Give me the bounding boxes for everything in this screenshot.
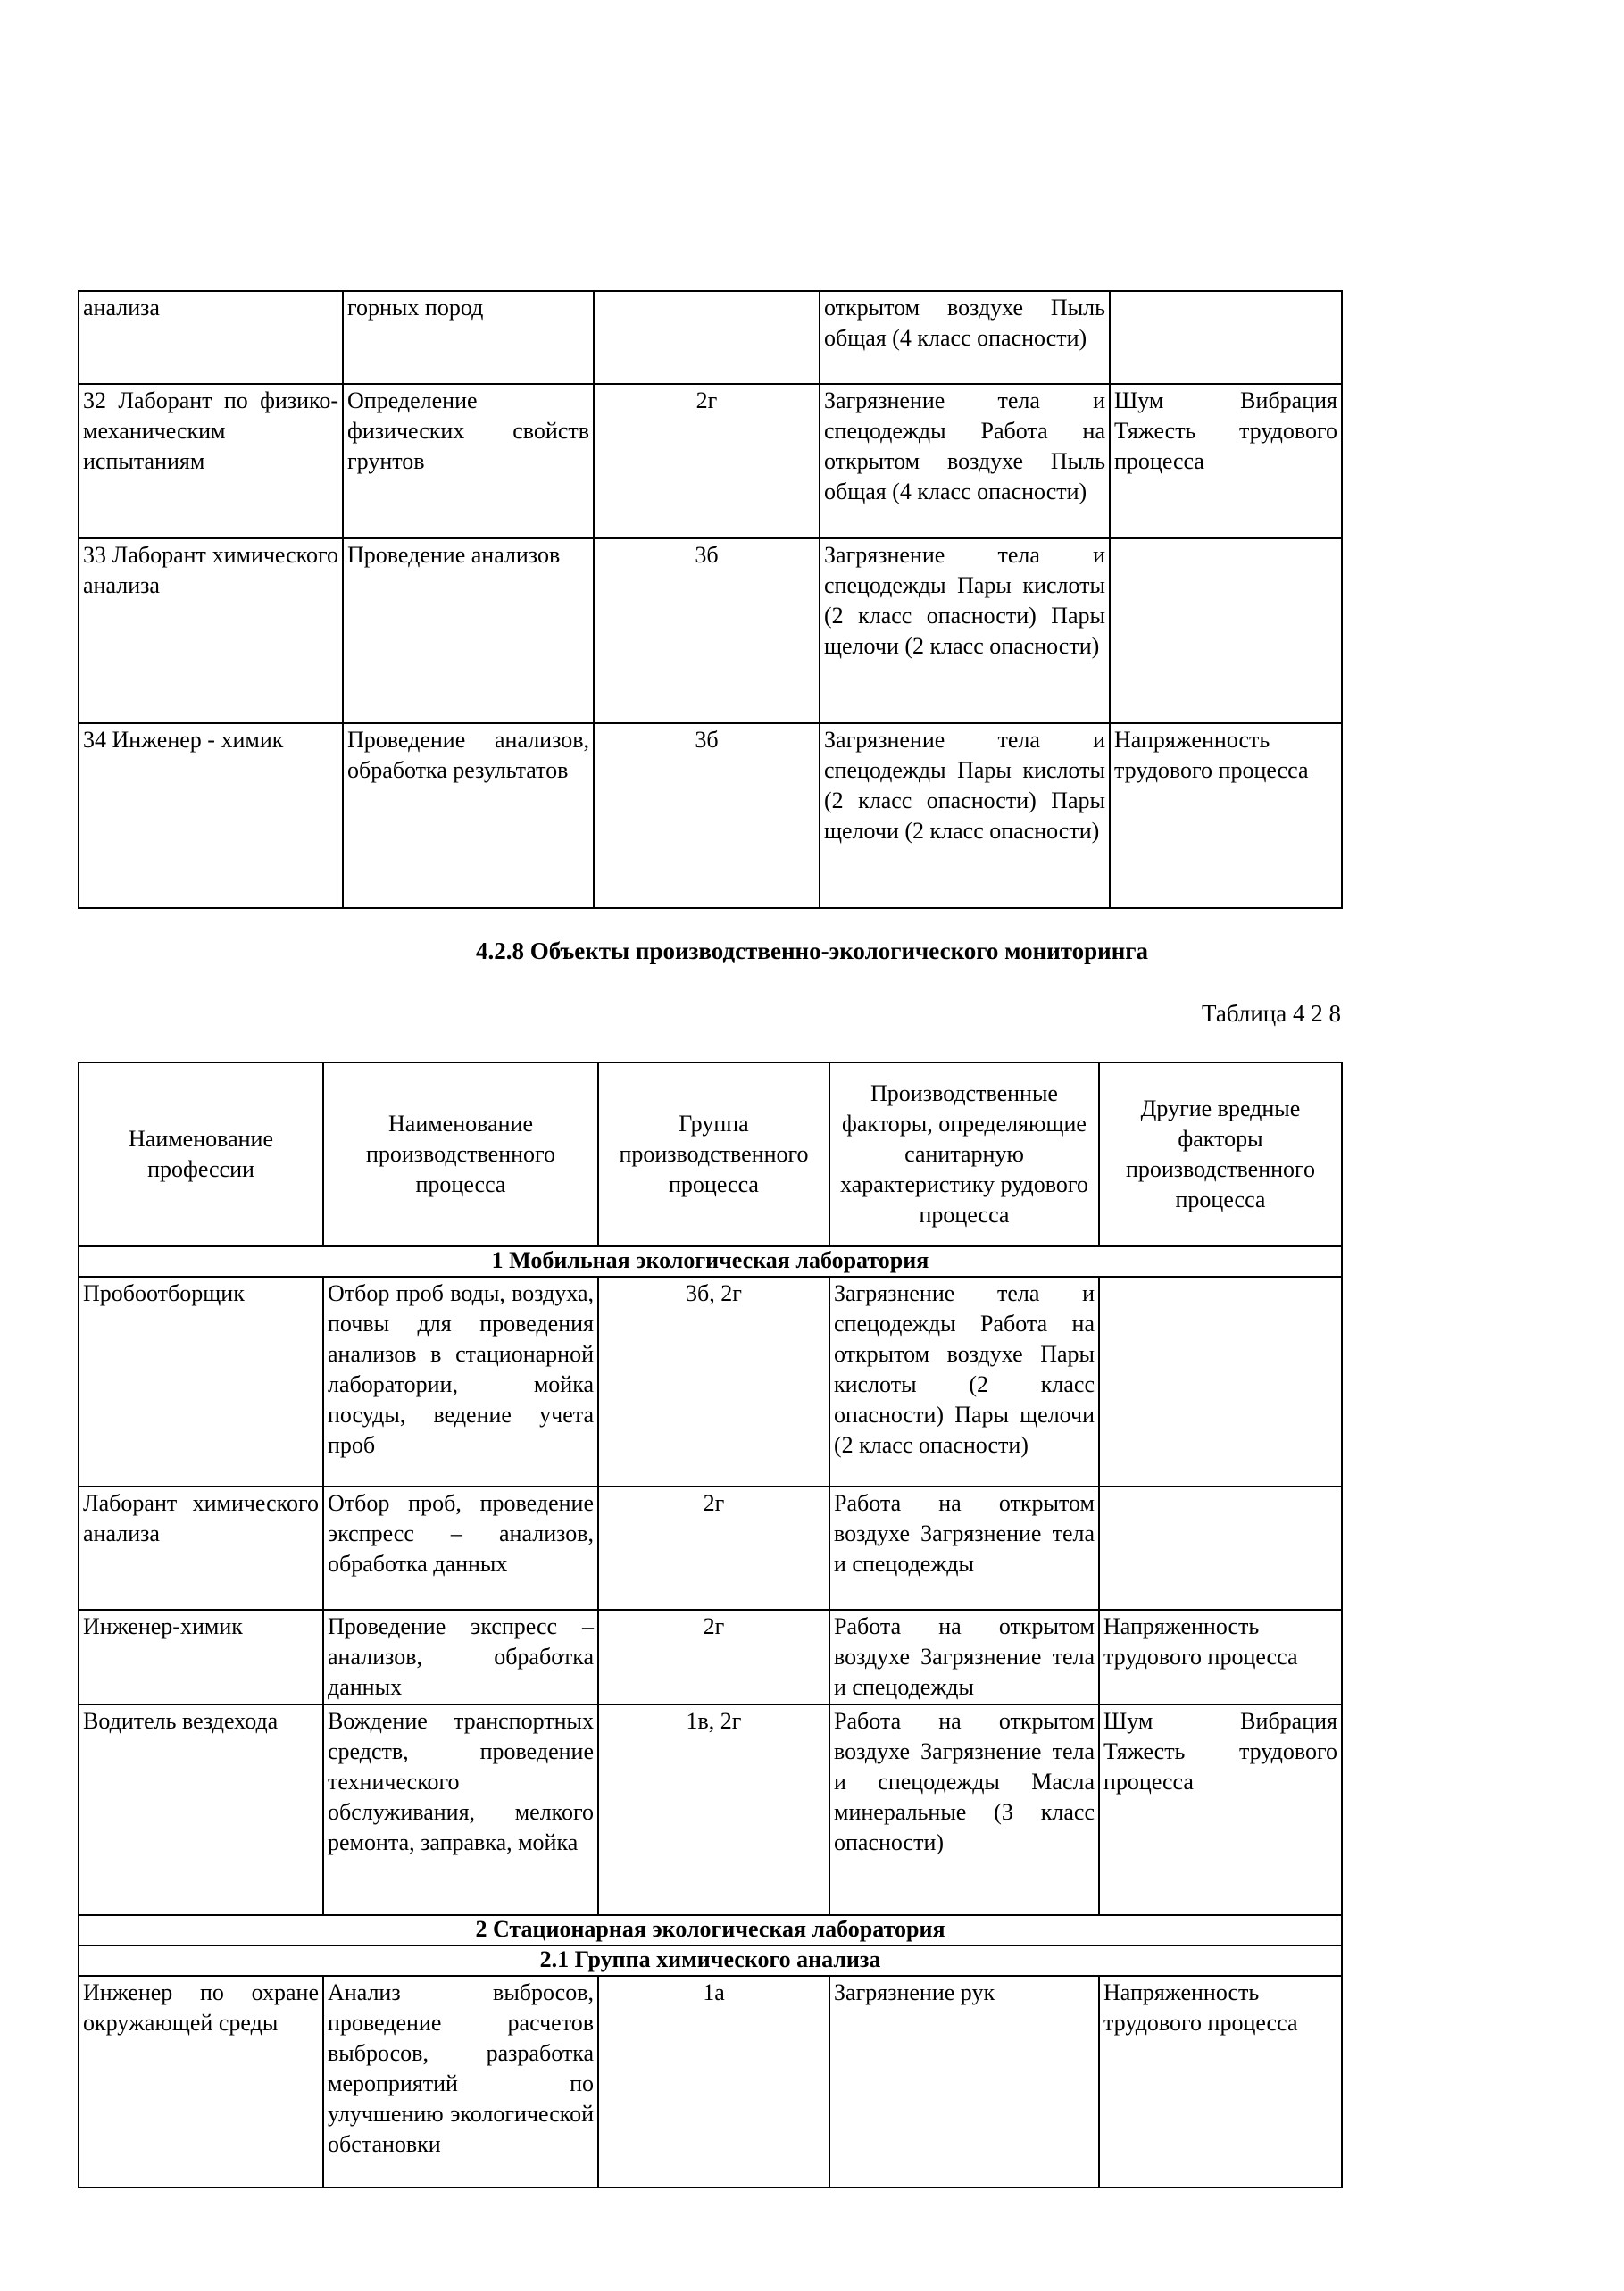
- factors-cell: Загрязнение тела и спецодежды Пары кислоты (2 класс опасности) Пары щелочи (2 класс опасности): [820, 538, 1110, 723]
- section-row: [79, 1915, 1342, 1945]
- table-row: [79, 1976, 1342, 2187]
- subsection-title: 2.1 Группа химического анализа: [79, 1945, 1342, 1976]
- profession-cell: 34 Инженер - химик: [79, 723, 343, 908]
- profession-cell: Лаборант химического анализа: [79, 1487, 323, 1610]
- other-factors-cell: [1110, 291, 1342, 384]
- subsection-row: [79, 1945, 1342, 1976]
- header-factors: Производственные факторы, определяющие санитарную характеристику рудового процесса: [829, 1062, 1099, 1246]
- section-title: 2 Стационарная экологическая лаборатория: [79, 1915, 1342, 1945]
- factors-cell: Работа на открытом воздухе Загрязнение тела и спецодежды Масла минеральные (3 класс опасности): [829, 1704, 1099, 1915]
- profession-cell: 33 Лаборант химического анализа: [79, 538, 343, 723]
- group-cell: 2г: [594, 384, 820, 538]
- table-row: [79, 1704, 1342, 1915]
- factors-cell: Работа на открытом воздухе Загрязнение тела и спецодежды: [829, 1487, 1099, 1610]
- group-cell: [594, 291, 820, 384]
- process-cell: горных пород: [343, 291, 594, 384]
- other-factors-cell: [1110, 538, 1342, 723]
- table-row: [79, 1487, 1342, 1610]
- other-factors-cell: Напряженность трудового процесса: [1099, 1976, 1342, 2187]
- process-cell: Отбор проб воды, воздуха, почвы для проведения анализов в стационарной лаборатории, мойка посуды, ведение учета проб: [323, 1277, 598, 1487]
- factors-cell: Загрязнение рук: [829, 1976, 1099, 2187]
- profession-cell: Пробоотборщик: [79, 1277, 323, 1487]
- other-factors-cell: [1099, 1487, 1342, 1610]
- process-cell: Определение физических свойств грунтов: [343, 384, 594, 538]
- header-process: Наименование производственного процесса: [323, 1062, 598, 1246]
- profession-cell: Водитель вездехода: [79, 1704, 323, 1915]
- group-cell: 3б: [594, 538, 820, 723]
- header-other-factors: Другие вредные факторы производственного процесса: [1099, 1062, 1342, 1246]
- factors-cell: Загрязнение тела и спецодежды Работа на открытом воздухе Пары кислоты (2 класс опасности) Пары щелочи (2 класс опасности): [829, 1277, 1099, 1487]
- table-row: [79, 291, 1342, 384]
- process-cell: Отбор проб, проведение экспресс – анализов, обработка данных: [323, 1487, 598, 1610]
- table-row: [79, 1610, 1342, 1704]
- profession-cell: Инженер-химик: [79, 1610, 323, 1704]
- section-heading: 4.2.8 Объекты производственно-экологического мониторинга: [475, 937, 1149, 964]
- profession-cell: Инженер по охране окружающей среды: [79, 1976, 323, 2187]
- group-cell: 3б, 2г: [598, 1277, 829, 1487]
- group-cell: 2г: [598, 1610, 829, 1704]
- other-factors-cell: Напряженность трудового процесса: [1099, 1610, 1342, 1704]
- factors-cell: открытом воздухе Пыль общая (4 класс опасности): [820, 291, 1110, 384]
- table-row: [79, 1277, 1342, 1487]
- factors-cell: Загрязнение тела и спецодежды Работа на открытом воздухе Пыль общая (4 класс опасности): [820, 384, 1110, 538]
- table-row: [79, 384, 1342, 538]
- other-factors-cell: Шум Вибрация Тяжесть трудового процесса: [1110, 384, 1342, 538]
- process-cell: Проведение экспресс – анализов, обработка данных: [323, 1610, 598, 1704]
- header-profession: Наименование профессии: [79, 1062, 323, 1246]
- section-title: 1 Мобильная экологическая лаборатория: [79, 1246, 1342, 1277]
- table-header-row: [79, 1062, 1342, 1246]
- factors-cell: Загрязнение тела и спецодежды Пары кислоты (2 класс опасности) Пары щелочи (2 класс опасности): [820, 723, 1110, 908]
- other-factors-cell: [1099, 1277, 1342, 1487]
- hazard-table-continuation: [78, 290, 1343, 909]
- process-cell: Проведение анализов, обработка результатов: [343, 723, 594, 908]
- other-factors-cell: Напряженность трудового процесса: [1110, 723, 1342, 908]
- process-cell: Проведение анализов: [343, 538, 594, 723]
- process-cell: Вождение транспортных средств, проведение технического обслуживания, мелкого ремонта, заправка, мойка: [323, 1704, 598, 1915]
- table-row: [79, 538, 1342, 723]
- table-caption: Таблица 4 2 8: [1202, 1000, 1341, 1027]
- group-cell: 3б: [594, 723, 820, 908]
- other-factors-cell: Шум Вибрация Тяжесть трудового процесса: [1099, 1704, 1342, 1915]
- profession-cell: 32 Лаборант по физико-механическим испытаниям: [79, 384, 343, 538]
- group-cell: 1в, 2г: [598, 1704, 829, 1915]
- profession-cell: анализа: [79, 291, 343, 384]
- section-row: [79, 1246, 1342, 1277]
- factors-cell: Работа на открытом воздухе Загрязнение тела и спецодежды: [829, 1610, 1099, 1704]
- header-group: Группа производственного процесса: [598, 1062, 829, 1246]
- table-row: [79, 723, 1342, 908]
- group-cell: 2г: [598, 1487, 829, 1610]
- process-cell: Анализ выбросов, проведение расчетов выбросов, разработка мероприятий по улучшению экологической обстановки: [323, 1976, 598, 2187]
- monitoring-objects-table: [78, 1062, 1343, 2188]
- group-cell: 1а: [598, 1976, 829, 2187]
